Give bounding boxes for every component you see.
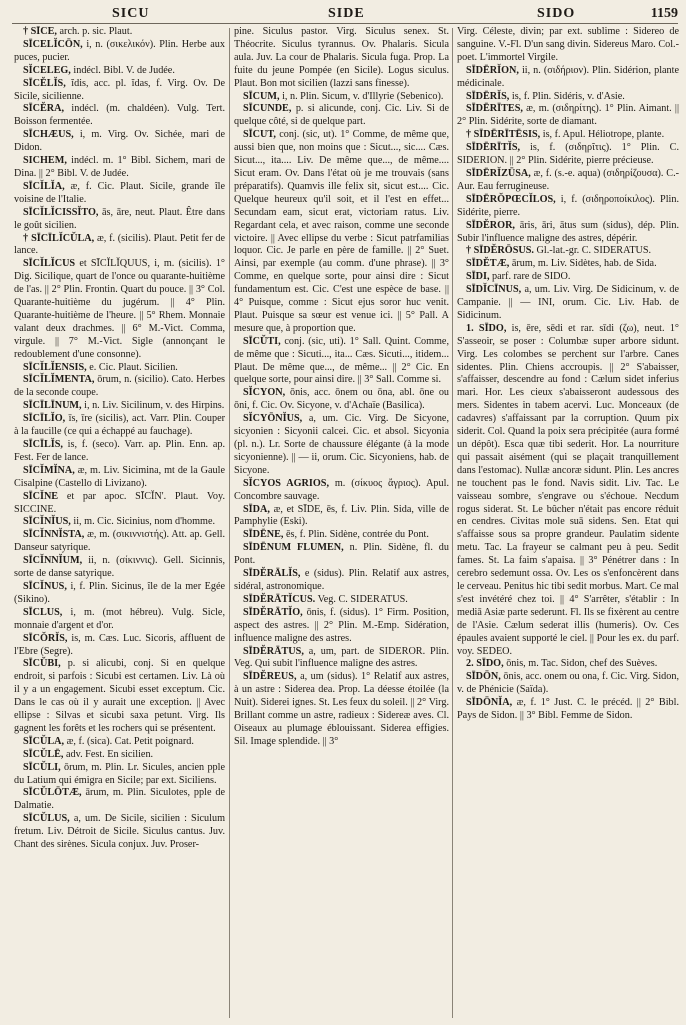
entry-headword: SĪCŬBI, <box>23 658 61 670</box>
entry-headword: SĪDĔTÆ, <box>466 258 510 270</box>
running-head-left: SICU <box>112 6 150 21</box>
entry-definition: ōrum, m. Plin. Lr. Sicules, ancien pple du Latium qui émigra en Sicile; par ext. Siciliens. <box>14 761 225 786</box>
dictionary-entry <box>14 413 225 439</box>
dictionary-entry <box>457 26 679 65</box>
entry-definition: ōnis, acc. onem ou ona, f. Cic. Virg. Sidon, v. de Phénicie (Saïda). <box>457 671 679 696</box>
dictionary-entry <box>14 26 225 39</box>
entry-headword: SĪCĬLĬA, <box>23 180 65 192</box>
entry-headword: SĪCŬTI, <box>243 335 281 347</box>
dictionary-entry <box>234 336 449 388</box>
dictionary-entry <box>234 529 449 542</box>
entry-headword: SĪCĬLĬMENTA, <box>23 374 95 386</box>
entry-headword: SĪDĒNE, <box>243 529 284 541</box>
dictionary-entry <box>234 91 449 104</box>
entry-definition: a, um. Liv. Virg. De Sidicinum, v. de Campanie. || — INI, orum. Cic. Liv. Hab. de Sidicinum. <box>457 284 679 321</box>
column-divider <box>452 28 453 1018</box>
entry-headword: SICHEM, <box>23 155 67 167</box>
dictionary-entry <box>14 103 225 129</box>
dictionary-entry <box>14 491 225 517</box>
entry-definition: ēs, f. Plin. Sidène, contrée du Pont. <box>286 529 429 541</box>
entry-headword: SĪCELĬCŌN, <box>23 38 83 50</box>
entry-definition: Gl.-lat.-gr. C. SIDERATUS. <box>536 245 652 257</box>
dictionary-entry <box>457 168 679 194</box>
entry-definition: i, m. Virg. Ov. Sichée, mari de Didon. <box>14 129 225 154</box>
entry-headword: SĬCYOS AGRIOS, <box>243 477 329 489</box>
entry-headword: SĪDĒRĬS, <box>466 90 510 102</box>
entry-headword: SĪCHÆUS, <box>23 129 74 141</box>
entry-definition: æ, et SĪDE, ēs, f. Liv. Plin. Sida, ville de Pamphylie (Eski). <box>234 503 449 528</box>
entry-definition: ōnis, m. Tac. Sidon, chef des Suèves. <box>506 658 658 670</box>
column-middle <box>234 26 449 1021</box>
entry-definition: a, um (sidus). 1° Relatif aux astres, à un astre : Siderea dea. Prop. La déesse étoilée (la Nuit). Siderei ignes. St. Les feux du soleil. || 2° Virg. Brillant comme un astre, radieux : Sidereæ aves. Cl. Oiseaux au plumage éblouissant. Siderea effigies. Sil. Image splendide. || 3° <box>234 671 449 747</box>
entry-headword: SĪCĬNNĬSTA, <box>23 529 85 541</box>
dictionary-entry <box>14 155 225 181</box>
entry-headword: SĪCUT, <box>243 129 276 141</box>
entry-definition: i, n. Plin. Sicum, v. d'Illyrie (Sebenico). <box>282 90 444 102</box>
entry-definition: m. (σίκυος ἄγριος). Apul. Concombre sauvage. <box>234 477 449 502</box>
entry-definition: āris, āri, ātus sum (sidus), dép. Plin. Subir l'influence maligne des astres, dépérir. <box>457 219 679 244</box>
dictionary-entry <box>457 220 679 246</box>
entry-definition: i, n. (σικελικόν). Plin. Herbe aux puces, pucier. <box>14 38 225 63</box>
entry-definition: īs, īre (sicilis), act. Varr. Plin. Couper à la faucille (ce qui a échappé au fauchage). <box>14 413 225 438</box>
entry-headword: SĬCYON, <box>243 387 286 399</box>
column-right <box>457 26 679 1021</box>
entry-headword: SĪDĒRŎPŒCĬLOS, <box>466 193 556 205</box>
dictionary-entry <box>457 284 679 323</box>
entry-headword: SĪCUNDE, <box>243 103 292 115</box>
entry-definition: i, f. (σιδηροποίκιλος). Plin. Sidérite, pierre. <box>457 193 679 218</box>
entry-headword: SĪDĔREUS, <box>243 671 297 683</box>
entry-headword: SĪCUM, <box>243 90 280 102</box>
dictionary-entry <box>14 65 225 78</box>
dictionary-entry <box>234 413 449 478</box>
entry-headword: SĪDĒRĪTES, <box>466 103 523 115</box>
dictionary-entry <box>14 258 225 361</box>
entry-headword: 1. SĪDO, <box>466 322 507 334</box>
dictionary-entry <box>14 207 225 233</box>
dictionary-entry <box>14 129 225 155</box>
dictionary-entry <box>14 362 225 375</box>
dictionary-entry <box>457 194 679 220</box>
entry-definition: i, f. Plin. Sicinus, île de la mer Egée (Sikino). <box>14 580 225 605</box>
entry-definition: Veg. C. SIDERATUS. <box>317 593 408 605</box>
dictionary-entry <box>14 749 225 762</box>
entry-headword: SĪDŌN, <box>466 671 501 683</box>
entry-headword: SĪCŬLI, <box>23 761 61 773</box>
dictionary-entry <box>14 465 225 491</box>
entry-definition: æ, f. (sicilis). Plaut. Petit fer de lance. <box>14 232 225 257</box>
entry-definition: ōnis, acc. ōnem ou ōna, abl. ōne ou ōni, f. Cic. Ov. Sicyone, v. d'Achaïe (Basilica). <box>234 387 449 412</box>
dictionary-entry <box>14 813 225 852</box>
entry-headword: SĬCYŌNĬUS, <box>243 413 303 425</box>
entry-headword: † SĪCE, <box>23 26 57 37</box>
entry-definition: indécl. Bibl. V. de Judée. <box>73 64 175 76</box>
dictionary-entry <box>14 516 225 529</box>
dictionary-entry <box>14 374 225 400</box>
entry-definition: ās, āre, neut. Plaut. Être dans le goût sicilien. <box>14 206 225 231</box>
entry-headword: SĪDĔRĀTUS, <box>243 645 304 657</box>
dictionary-entry <box>234 103 449 129</box>
dictionary-entry <box>14 607 225 633</box>
dictionary-entry <box>457 258 679 271</box>
entry-headword: SĪCŬLŌTÆ, <box>23 787 82 799</box>
entry-definition: adv. Fest. En sicilien. <box>66 748 154 760</box>
dictionary-entry <box>457 142 679 168</box>
entry-definition: et SĪCĬLĬQUUS, i, m. (sicilis). 1° Dig. Sicilique, quart de l'once ou quarante-huitième de l'as. || 2° Plin. Frontin. Quart du pouce. || 3° Col. Quarante-huitième du jugérum. || 4° Plin. Quarante-huitième de l'heure. || 5° Rhem. Monnaie valant deux drachmes. || 6° M.-Vict. Comma, virgule. || 7° M.-Vict. Sigle (annonçant le redoublement d'une consonne). <box>14 258 225 360</box>
dictionary-entry <box>14 39 225 65</box>
entry-headword: † SĪCĪLĬCŬLA, <box>23 232 95 244</box>
dictionary-entry <box>14 78 225 104</box>
entry-definition: æ, f. (s.-e. aqua) (σιδηρίζουσα). C.-Aur. Eau ferrugineuse. <box>457 167 679 192</box>
entry-definition: a, um, part. de SIDEROR. Plin. Veg. Qui subit l'influence maligne des astres. <box>234 645 449 670</box>
entry-definition: p. si alicunde, conj. Cic. Liv. Si de quelque côté, si de quelque part. <box>234 103 449 128</box>
entry-definition: is, f. Apul. Héliotrope, plante. <box>542 129 665 141</box>
dictionary-entry <box>457 129 679 142</box>
entry-headword: SĪCĬLĬENSIS, <box>23 361 87 373</box>
entry-definition: a, um. De Sicile, sicilien : Siculum fretum. Liv. Détroit de Sicile. Siculus cantus. Juv. Chant des sirènes. Sicula conjux. Juv. Proser- <box>14 813 225 851</box>
entry-headword: SĪCĪLĪNUM, <box>23 400 82 412</box>
column-divider <box>229 28 230 1018</box>
entry-headword: 2. SĪDO, <box>466 658 504 670</box>
entry-definition: a, um. Cic. Virg. De Sicyone, sicyonien : Sicyonii calcei. Cic. et absol. Sicyonia (pl. n.). Lr. Sorte de chaussure élégante (à la mode sicyonienne). || — ii, orum. Cic. Sicyoniens, hab. de Sicyone. <box>234 413 449 476</box>
dictionary-entry <box>457 103 679 129</box>
entry-definition: indécl. (m. chaldéen). Vulg. Tert. Boisson fermentée. <box>14 103 225 128</box>
entry-definition: ĭdis, acc. pl. ĭdas, f. Virg. Ov. De Sicile, sicilienne. <box>14 77 225 102</box>
dictionary-entry <box>234 594 449 607</box>
dictionary-entry <box>234 504 449 530</box>
entry-definition: æ, m. (σιδηρίτης). 1° Plin. Aimant. || 2° Plin. Sidérite, sorte de diamant. <box>457 103 679 128</box>
header-rule <box>12 23 678 24</box>
dictionary-entry <box>234 646 449 672</box>
entry-headword: SĪCĔRA, <box>23 103 65 115</box>
entry-definition: arch. p. sic. Plaut. <box>59 26 133 37</box>
dictionary-entry <box>14 633 225 659</box>
dictionary-entry <box>14 400 225 413</box>
dictionary-entry <box>457 65 679 91</box>
entry-headword: SĪDĔRĀTĬO, <box>243 606 303 618</box>
dictionary-entry <box>234 129 449 336</box>
entry-headword: SĪCĬNUS, <box>23 580 67 592</box>
entry-headword: SĪCŬLA, <box>23 735 65 747</box>
entry-definition: ārum, m. Plin. Siculotes, pple de Dalmatie. <box>14 787 225 812</box>
dictionary-entry <box>234 568 449 594</box>
entry-headword: † SĪDĔRŌSUS. <box>466 245 534 257</box>
entry-headword: SĪDĔRĀLĬS, <box>243 568 301 580</box>
entry-definition: æ, f. (sica). Cat. Petit poignard. <box>66 735 194 747</box>
dictionary-entry <box>457 91 679 104</box>
entry-definition: is, f. Plin. Sidéris, v. d'Asie. <box>511 90 625 102</box>
dictionary-entry <box>234 542 449 568</box>
dictionary-entry <box>234 671 449 748</box>
entry-definition: e (sidus). Plin. Relatif aux astres, sidéral, astronomique. <box>234 568 449 592</box>
entry-headword: SĪCĪLĬS, <box>23 439 63 450</box>
entry-headword: SĪDI, <box>466 271 490 283</box>
entry-definition: æ, f. Cic. Plaut. Sicile, grande île voisine de l'Italie. <box>14 180 225 205</box>
dictionary-entry <box>234 387 449 413</box>
dictionary-entry <box>14 439 225 465</box>
dictionary-entry <box>457 671 679 697</box>
entry-definition: æ, m. (σικιννιστής). Att. ap. Gell. Danseur satyrique. <box>14 529 225 554</box>
entry-headword: SĪCĬNNĬUM, <box>23 555 83 567</box>
dictionary-entry <box>457 245 679 258</box>
entry-definition: i, n. Liv. Sicilinum, v. des Hirpins. <box>84 400 225 412</box>
entry-definition: is, ēre, sēdi et rar. sīdi (ζω), neut. 1° S'asseoir, se poser : Columbæ super arbore sidunt. Virg. Les colombes se perchent sur l'arbre. Canes sidentes. Plin. Chiens accroupis. || 2° S'abaisser, s'affaisser, descendre au fond : Cælum sidet inferius mari. Hor. Les cieux s'abaisseront audessous des mers. Sidentes in tabem acervi. Luc. Monceaux (de cadavres) s'affaissant par la corruption. Quum pix siderit. Col. Quand la poix sera précipitée (aura formé un dépôt). Esca quæ tibi sederit. Hor. La nourriture qui passait aisément (qui se plaçait tranquillement dans l'estomac). Nullæ ancoræ sidunt. Plin. Les ancres ne touchent pas le fond. Navis sidit. Liv. Tac. Le vaisseau sombre, s'engrave ou s'échoue. Necdum rogus siderat. St. Le bûcher n'était pas encore réduit en cendres. Civitas mole suā sidens. Sen. Etat qui s'affaisse sous sa propre grandeur. Paulatim sidente metu. Tac. La frayeur se calmant peu à peu. Sedit fames. St. La faim s'apaisa. || 3° Pénétrer dans : In cerebro sedemunt ossa. Ov. Les os s'enfoncèrent dans le cerveau. Penitus hic tibi sedit morbus. Mart. Ce mal s'est invétéré chez toi. || 4° S'arrêter, s'établir : In mediā Asiæ parte sederunt. Fl. Ils se fixèrent au centre de l'Asie. Cælum sederat illis (humeris). Ov. Ces épaules avaient supporté le ciel. || Pour les ex. du parf. voy. SEDEO. <box>457 322 679 657</box>
entry-definition: ii, m. Cic. Sicinius, nom d'homme. <box>73 516 216 528</box>
dictionary-entry <box>14 762 225 788</box>
dictionary-entry <box>14 529 225 555</box>
entry-definition: ii, n. (σίκιννις). Gell. Sicinnis, sorte de danse satyrique. <box>14 555 225 580</box>
entry-headword: SĪDĒRĬZŪSA, <box>466 167 531 179</box>
entry-headword: SĪDĒRĪTĬS, <box>466 142 521 154</box>
entry-headword: SĪDĔROR, <box>466 219 515 231</box>
dictionary-entry <box>14 787 225 813</box>
dictionary-entry <box>234 607 449 646</box>
entry-definition: indécl. m. 1° Bibl. Sichem, mari de Dina. || 2° Bibl. V. de Judée. <box>14 155 225 179</box>
entry-definition: Virg. Céleste, divin; par ext. sublime : Sidereo de sanguine. V.-Fl. D'un sang divin. Sidereus Maro. Col.-poet. L'immortel Virgile. <box>457 26 679 63</box>
entry-headword: SĪCLUS, <box>23 606 63 618</box>
entry-headword: SĬCELEG, <box>23 64 71 76</box>
entry-definition: i, m. (mot hébreu). Vulg. Sicle, monnaie d'argent et d'or. <box>14 606 225 631</box>
entry-definition: ii, n. (σιδήριον). Plin. Sidérion, plante médicinale. <box>457 64 679 89</box>
entry-headword: SĪDĬCĪNUS, <box>466 284 522 296</box>
dictionary-entry <box>457 323 679 659</box>
page-number: 1159 <box>650 6 678 21</box>
dictionary-entry <box>14 181 225 207</box>
entry-definition: ārum, m. Liv. Sidètes, hab. de Sida. <box>511 258 657 270</box>
running-head-center: SIDE <box>328 6 365 21</box>
entry-headword: † SĪDĒRĪTĒSIS, <box>466 129 541 141</box>
entry-definition: is, f. (σιδηρῖτις). 1° Plin. C. SIDERION. || 2° Plin. Sidérite, pierre précieuse. <box>457 142 679 167</box>
entry-headword: SĪDĒNUM FLUMEN, <box>243 542 344 554</box>
entry-definition: e. Cic. Plaut. Sicilien. <box>89 361 178 373</box>
dictionary-entry <box>457 271 679 284</box>
entry-definition: p. si alicubi, conj. Si en quelque endroit, si parfois : Sicubi est certamen. Liv. Là où il y a un engagement. Sicubi esset exceptum. Cic. Dans le cas où il y aurait une exception. || Avec ellipse : Silvas et sicubi saxa petunt. Virg. Ils gagnent les forêts et les rochers qui se présentent. <box>14 658 225 734</box>
entry-definition: parf. rare de SIDO. <box>492 271 571 283</box>
entry-definition: æ, m. Liv. Sicimina, mt de la Gaule Cisalpine (Castello di Livizano). <box>14 464 225 489</box>
dictionary-entry <box>234 478 449 504</box>
entry-headword: SĪDĒRĬON, <box>466 64 519 76</box>
entry-headword: SĪDŌNĬA, <box>466 697 513 709</box>
dictionary-entry <box>14 555 225 581</box>
entry-headword: SĪCĔLĬS, <box>23 77 66 89</box>
entry-headword: SĪCĬLĬCUS <box>23 258 76 270</box>
dictionary-entry <box>457 697 679 723</box>
entry-definition: is, m. Cæs. Luc. Sicoris, affluent de l'Ebre (Segre). <box>14 632 225 657</box>
dictionary-entry <box>14 658 225 735</box>
dictionary-entry <box>14 581 225 607</box>
column-left <box>14 26 225 1021</box>
entry-headword: SĪCĬMĬNA, <box>23 464 75 476</box>
entry-headword: SĪCŎRĬS, <box>23 632 68 644</box>
entry-definition: conj. (sic, ut). 1° Comme, de même que, aussi bien que, non moins que : Sicut..., sic.... Cæs. Sicut..., ita.... Liv. De même que..., de même.... Sicut eram. Ov. Dans l'état où je me trouvais (sans préparatifs). Quamvis ille felix sit, sicut est.... Cic. Quelque heureux qu'il soit, et il l'est en effet... Secundam eam, sicut erat, victoriam ratus. Liv. Regardant cela, et avec raison, comme une seconde victoire. || Avec ellipse du verbe : Sicut patrfamilias loquor. Cic. Je parle en père de famille. || 2° Suet. Ainsi, par exemple (au comm. d'une phrase). || 3° Comme, en quelque sorte, pour ainsi dire : Sicut fundamentum est. Cic. C'est une espèce de base. || 4° Puisque, comme : Sicut ejus soror huc venit. Plaut. Puisque sa sœur est venue ici. || 5° Pall. A mesure que, à proportion que. <box>234 129 449 334</box>
entry-headword: SĪCĬNE <box>23 490 59 502</box>
dictionary-entry <box>234 26 449 91</box>
entry-definition: et par apoc. SĪCĬN'. Plaut. Voy. SICCINE. <box>14 490 225 515</box>
entry-definition: ōnis, f. (sidus). 1° Firm. Position, aspect des astres. || 2° Plin. M.-Emp. Sidération, influence maligne des astres. <box>234 606 449 644</box>
entry-definition: conj. (sic, uti). 1° Sall. Quint. Comme, de même que : Sicuti..., ita... Cæs. Sicuti..., itidem... Plaut. De même que..., de même... || 2° Cic. En quelque sorte, pour ainsi dire. || 3° Sall. Comme si. <box>234 335 449 386</box>
entry-definition: ōrum, n. (sicilio). Cato. Herbes de la seconde coupe. <box>14 374 225 399</box>
dictionary-entry <box>457 658 679 671</box>
entry-headword: SĪCŬLĒ, <box>23 748 64 760</box>
entry-definition: n. Plin. Sidène, fl. du Pont. <box>234 542 449 567</box>
entry-headword: SĪCŬLUS, <box>23 813 70 825</box>
entry-headword: SĪDA, <box>243 503 270 515</box>
entry-headword: SĪCĪLĬO, <box>23 413 66 425</box>
entry-headword: SĪCĬNĬUS, <box>23 516 71 528</box>
running-head-right: SIDO <box>537 6 576 21</box>
dictionary-entry <box>14 233 225 259</box>
entry-definition: æ, f. 1° Just. C. le précéd. || 2° Bibl. Pays de Sidon. || 3° Bibl. Femme de Sidon. <box>457 697 679 722</box>
dictionary-entry <box>14 736 225 749</box>
entry-headword: SĪDĔRĀTĬCUS. <box>243 593 316 605</box>
entry-headword: SĪCĬLĬCISSĬTO, <box>23 206 99 218</box>
entry-definition: pine. Siculus pastor. Virg. Siculus senex. St. Théocrite. Siculus tyrannus. Ov. Phalaris. Sicula aula. Juv. La cour de Phalaris. Sicula fuga. Prop. La fuite du jeune Pompée (en Sicile). Logus siculus. Plaut. Bon mot sicilien (lazzi sans finesse). <box>234 26 449 89</box>
entry-definition: is, f. (seco). Varr. ap. Plin. Enn. ap. Fest. Fer de lance. <box>14 439 225 463</box>
